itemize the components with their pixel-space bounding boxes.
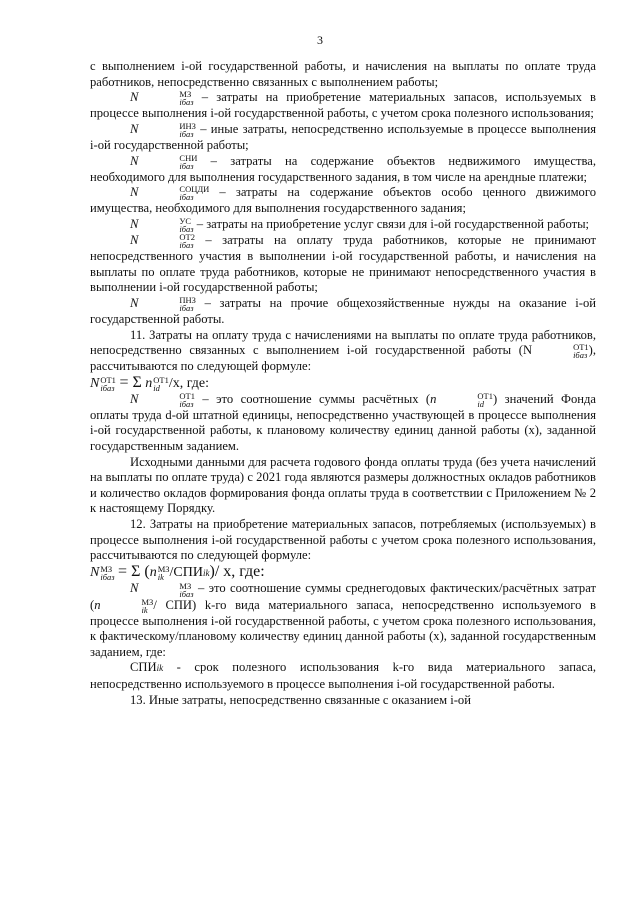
definition-ot2: N ОТ2 iбаз – затраты на оплату труда работников, которые не принимают непосредственного участия в выполнении i-ой государственной работы, и начисления на выплаты по оплате труда работников, которые не принимают непосредственного участия в выполнении i-ой государственной работы; xyxy=(90,232,596,295)
definition-mz: N МЗ iбаз – затраты на приобретение материальных запасов, используемых в процессе выполнения i-ой государственной работы, с учетом срока полезного использования; xyxy=(90,89,596,121)
symbol-n-ik: n МЗ ik xyxy=(149,563,170,582)
paragraph-source-data: Исходными данными для расчета годового фонда оплаты труда (без учета начислений на выплаты по оплате труда) с 2021 года являются размеры должностных окладов работников и количество окладов формирования фонда оплаты труда в соответствии с Приложением № 2 к настоящему Порядку. xyxy=(90,454,596,516)
symbol-n-ik-def: n МЗ ik xyxy=(94,596,154,615)
definition-spi: СПИik - срок полезного использования k-го вида материального запаса, непосредственно используемого в процессе выполнения i-ой государственной работы. xyxy=(90,660,596,692)
section-11: 11. Затраты на оплату труда с начислениями на выплаты по оплате труда работников, непосредственно связанных с выполнением i-ой государственной работы (N ОТ1 iбаз ), рассчитываются по следующей формуле: xyxy=(90,327,596,374)
paragraph: с выполнением i-ой государственной работы, и начисления на выплаты по оплате труда работников, непосредственно связанных с выполнением работы; xyxy=(90,59,596,89)
formula-ot1: N ОТ1 iбаз = Σ n ОТ1 id /x, где: xyxy=(90,374,210,393)
definition-pnz: N ПНЗ iбаз – затраты на прочие общехозяйственные нужды на оказание i-ой государственной работы. xyxy=(90,295,596,327)
section-12: 12. Затраты на приобретение материальных запасов, потребляемых (используемых) в процессе выполнения i-ой государственной работы с учетом срока полезного использования, рассчитываются по следующей формуле: xyxy=(90,517,596,563)
symbol-n-id: n ОТ1 id xyxy=(145,374,169,393)
symbol-n-socdi: N СОЦДИ iбаз xyxy=(130,184,210,203)
symbol-n-mz-formula: N МЗ iбаз xyxy=(90,563,115,582)
definition-mz-formula: N МЗ iбаз – это соотношение суммы среднегодовых фактических/расчётных затрат (n МЗ ik / СПИ) k-го вида материального запаса, непосредственно используемого в процессе выполнения i-ой государственной работы, с учетом срока полезного использования, к фактическому/плановому количеству единиц данной работы (x), заданной государственным заданием, где: xyxy=(90,580,596,659)
symbol-n-mz: N МЗ iбаз xyxy=(130,89,194,108)
symbol-n-ot1: N ОТ1 iбаз xyxy=(90,374,116,393)
definition-socdi: N СОЦДИ iбаз – затраты на содержание объектов особо ценного движимого имущества, необходимого для выполнения государственного задания; xyxy=(90,184,596,216)
symbol-n-us: N УС iбаз xyxy=(130,216,194,235)
formula-mz: N МЗ iбаз = Σ (n МЗ ik /СПИik)/ x, где: xyxy=(90,562,265,582)
page-number: 3 xyxy=(317,33,323,47)
symbol-n-inz: N ИНЗ iбаз xyxy=(130,121,196,139)
symbol-n-ot1-inline: N ОТ1 iбаз xyxy=(522,342,589,361)
definition-ot1: N ОТ1 iбаз – это соотношение суммы расчётных (n ОТ1 id ) значений Фонда оплаты труда d-ой штатной единицы, непосредственно участвующей в процессе выполнения i-ой государственной работы, к плановому количеству единиц данной работы (x), заданной государственным заданием. xyxy=(90,390,596,454)
document-body xyxy=(90,59,596,708)
symbol-n-ot1-def: N ОТ1 iбаз xyxy=(130,390,195,409)
symbol-n-pnz: N ПНЗ iбаз xyxy=(130,295,196,314)
symbol-n-mz-def: N МЗ iбаз xyxy=(130,580,194,599)
symbol-n-ot2: N ОТ2 iбаз xyxy=(130,232,195,251)
definition-sni: N СНИ iбаз – затраты на содержание объектов недвижимого имущества, необходимого для выполнения государственного задания, в том числе на арендные платежи; xyxy=(90,152,596,184)
symbol-n-sni: N СНИ iбаз xyxy=(130,152,198,171)
definition-us: N УС iбаз – затраты на приобретение услуг связи для i-ой государственной работы; xyxy=(130,216,590,235)
section-13: 13. Иные затраты, непосредственно связанные с оказанием i-ой xyxy=(130,692,471,707)
symbol-n-id-def: n ОТ1 id xyxy=(430,390,494,409)
definition-inz: N ИНЗ iбаз – иные затраты, непосредственно используемые в процессе выполнения i-ой государственной работы; xyxy=(90,121,596,152)
